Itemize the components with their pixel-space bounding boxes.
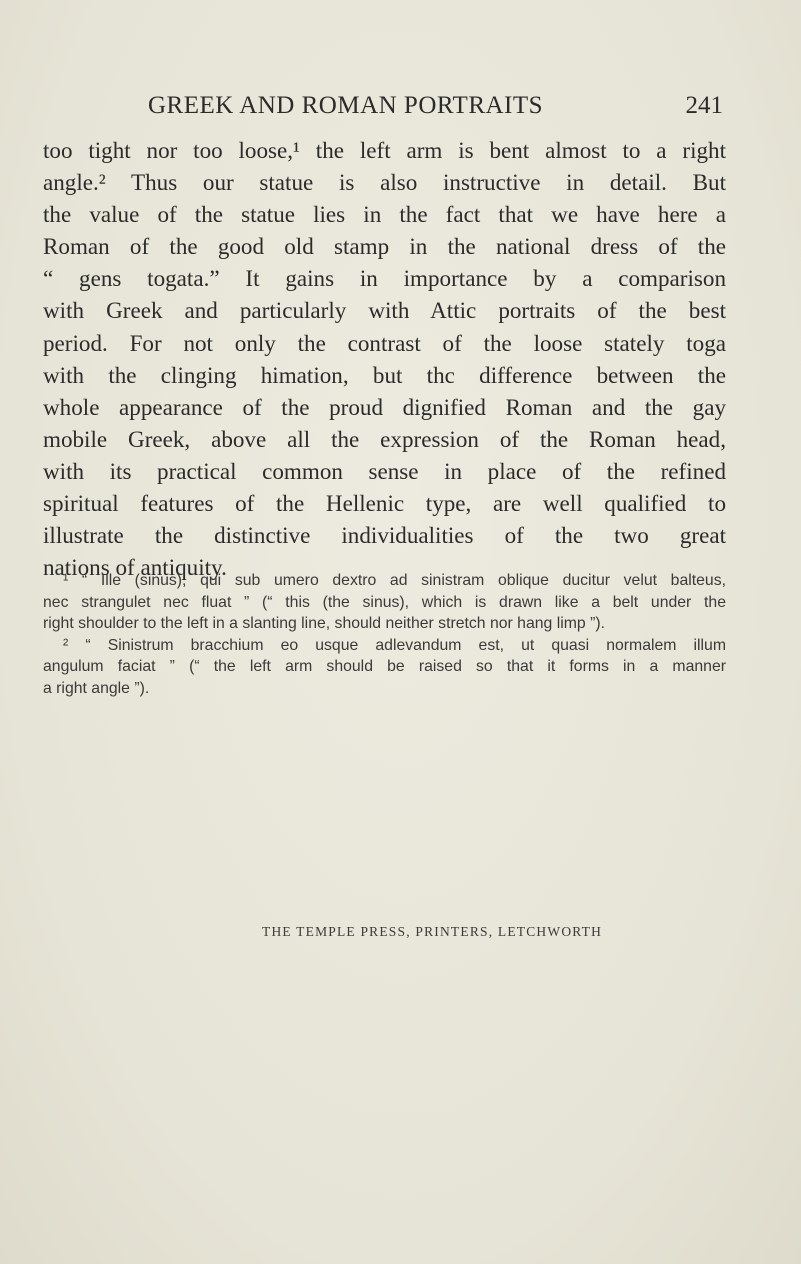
footnote-1-line: nec strangulet nec fluat ” (“ this (the sinus), which is drawn like a belt under the	[43, 593, 726, 611]
body-line: with Greek and particularly with Attic portraits of the best	[43, 297, 726, 324]
body-line: spiritual features of the Hellenic type, are well qualified to	[43, 490, 726, 517]
footnote-2-line: a right angle ”).	[43, 679, 150, 697]
body-line: angle.² Thus our statue is also instructive in detail. But	[43, 169, 726, 196]
body-line: the value of the statue lies in the fact that we have here a	[43, 201, 726, 228]
body-line: with the clinging himation, but thc difference between the	[43, 361, 726, 388]
footnote-2-line: angulum faciat ” (“ the left arm should be raised so that it forms in a manner	[43, 658, 726, 676]
body-line: period. For not only the contrast of the loose stately toga	[43, 329, 726, 356]
body-line: Roman of the good old stamp in the national dress of the	[43, 233, 726, 260]
footnote-1-line: ¹ “ Ille (sinus), qui sub umero dextro ad sinistram oblique ducitur velut balteus,	[63, 572, 726, 589]
running-head	[148, 92, 723, 126]
body-line: too tight nor too loose,¹ the left arm is bent almost to a right	[43, 137, 726, 163]
body-line: with its practical common sense in place of the refined	[43, 457, 726, 484]
body-line: illustrate the distinctive individualities of the two great	[43, 522, 726, 549]
footnote-2-line: ² “ Sinistrum bracchium eo usque adlevandum est, ut quasi normalem illum	[63, 636, 726, 654]
footnote-1-line: right shoulder to the left in a slanting line, should neither stretch nor hang limp ”).	[43, 615, 605, 633]
body-paragraph	[43, 134, 726, 583]
body-line: nations of antiquity.	[43, 554, 227, 581]
printer-imprint: THE TEMPLE PRESS, PRINTERS, LETCHWORTH	[262, 924, 603, 939]
body-line: “ gens togata.” It gains in importance by a comparison	[43, 265, 726, 292]
page-number: 241	[685, 92, 723, 119]
footnotes	[43, 570, 726, 700]
body-line: mobile Greek, above all the expression of the Roman head,	[43, 425, 726, 452]
running-title: GREEK AND ROMAN PORTRAITS	[148, 92, 544, 119]
body-line: whole appearance of the proud dignified Roman and the gay	[43, 393, 726, 420]
